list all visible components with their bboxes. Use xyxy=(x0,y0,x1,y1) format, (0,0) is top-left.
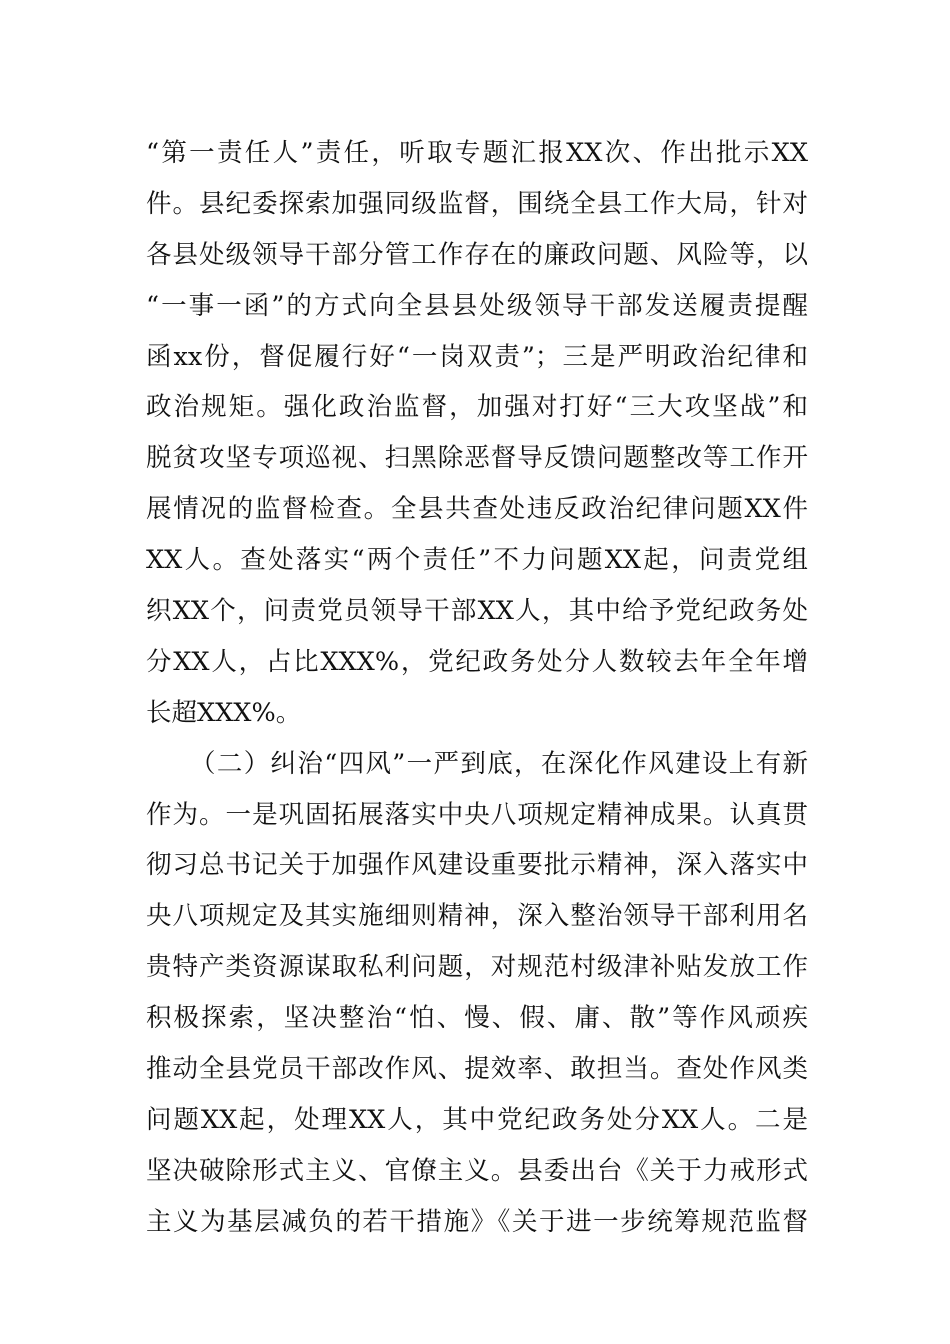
text-line: “一事一函”的方式向全县县处级领导干部发送履责提醒 xyxy=(146,290,808,321)
text-line: 件。县纪委探索加强同级监督，围绕全县工作大局，针对 xyxy=(146,188,808,219)
text-line: 积极探索，坚决整治“怕、慢、假、庸、散”等作风顽疾 xyxy=(146,1003,808,1034)
text-line: 问题XX起，处理XX人，其中党纪政务处分XX人。二是 xyxy=(146,1104,808,1135)
text-line: 函xx份，督促履行好“一岗双责”；三是严明政治纪律和 xyxy=(146,341,808,372)
text-line: 推动全县党员干部改作风、提效率、敢担当。查处作风类 xyxy=(146,1054,808,1085)
text-line: 分XX人，占比XXX%，党纪政务处分人数较去年全年增 xyxy=(146,646,808,677)
text-line: 展情况的监督检查。全县共查处违反政治纪律问题XX件 xyxy=(146,494,808,525)
text-line: 彻习总书记关于加强作风建设重要批示精神，深入落实中 xyxy=(146,850,808,881)
text-line: 贵特产类资源谋取私利问题，对规范村级津补贴发放工作 xyxy=(146,952,808,983)
text-line: XX人。查处落实“两个责任”不力问题XX起，问责党组 xyxy=(146,545,808,576)
section-heading-line: （二）纠治“四风”一严到底，在深化作风建设上有新 xyxy=(190,748,808,779)
body-text xyxy=(146,128,808,1248)
text-line: 织XX个，问责党员领导干部XX人，其中给予党纪政务处 xyxy=(146,596,808,627)
text-line: 政治规矩。强化政治监督，加强对打好“三大攻坚战”和 xyxy=(146,392,808,423)
text-line: 作为。一是巩固拓展落实中央八项规定精神成果。认真贯 xyxy=(146,799,808,830)
text-line: 坚决破除形式主义、官僚主义。县委出台《关于力戒形式 xyxy=(146,1155,808,1186)
text-line: “第一责任人”责任，听取专题汇报XX次、作出批示XX xyxy=(146,138,808,168)
text-line: 各县处级领导干部分管工作存在的廉政问题、风险等，以 xyxy=(146,239,808,270)
text-line: 主义为基层减负的若干措施》《关于进一步统筹规范监督 xyxy=(146,1206,808,1237)
paragraph-end-line: 长超XXX%。 xyxy=(146,697,302,728)
text-line: 央八项规定及其实施细则精神，深入整治领导干部利用名 xyxy=(146,901,808,932)
text-line: 脱贫攻坚专项巡视、扫黑除恶督导反馈问题整改等工作开 xyxy=(146,443,808,474)
